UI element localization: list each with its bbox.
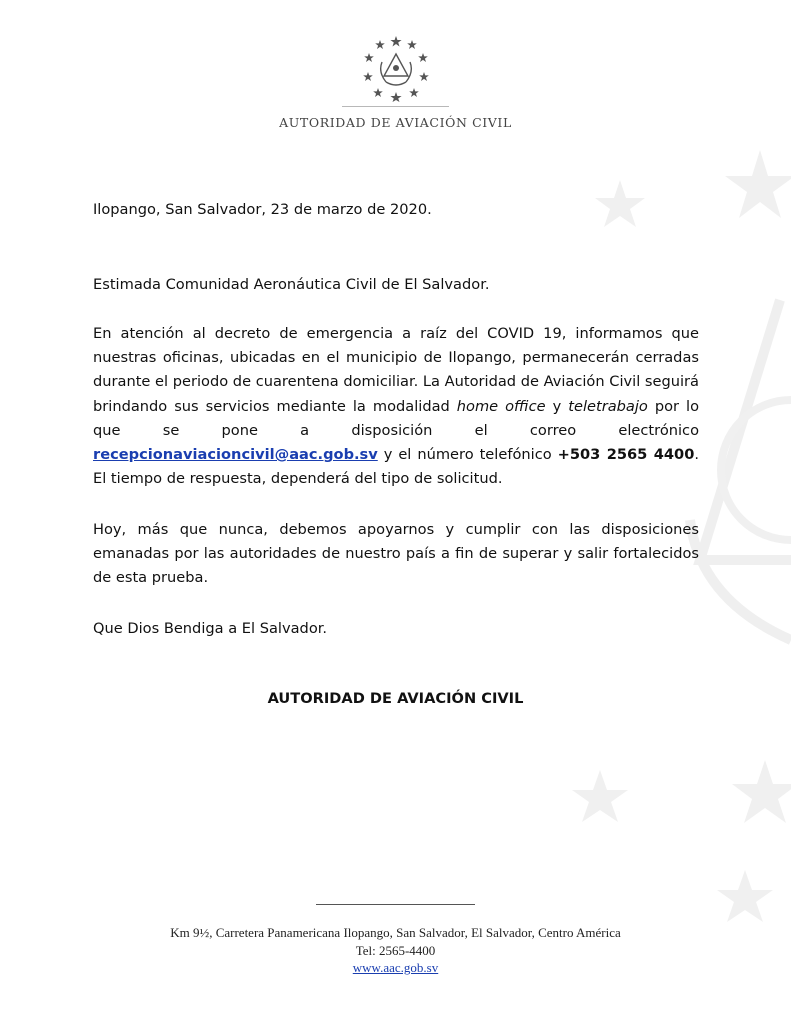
paragraph-text: En atención al decreto de emergencia a raíz del COVID 19, informamos que nuestras oficinas, ubicadas en el municipio de Ilopango, permanecerán cerradas durante el periodo de cuarentena domiciliar. La Autoridad de Aviación Civil seguirá brindando sus servicios mediante la modalidad — [93, 325, 699, 415]
watermark-triangle — [700, 300, 791, 560]
date-line: Ilopango, San Salvador, 23 de marzo de 2020. — [93, 201, 432, 218]
footer-divider — [316, 904, 475, 905]
watermark-star-icon — [732, 760, 791, 823]
paragraph-text: y — [545, 397, 569, 415]
paragraph-text: y el número telefónico — [377, 446, 558, 464]
teletrabajo-term: teletrabajo — [568, 397, 648, 415]
footer-phone: Tel: 2565-4400 — [355, 943, 436, 958]
footer-website-link[interactable]: www.aac.gob.sv — [352, 960, 439, 975]
letterhead-divider — [342, 106, 449, 107]
signature: AUTORIDAD DE AVIACIÓN CIVIL — [267, 690, 524, 707]
paragraph-text: por lo que se pone a disposición el correo electrónico — [93, 397, 699, 439]
watermark-star-icon — [725, 150, 791, 218]
closing-line: Que Dios Bendiga a El Salvador. — [93, 620, 328, 637]
letterhead — [0, 34, 791, 102]
greeting: Estimada Comunidad Aeronáutica Civil de El Salvador. — [93, 276, 490, 293]
watermark-star-icon — [572, 770, 628, 822]
organization-name: AUTORIDAD DE AVIACIÓN CIVIL — [279, 115, 512, 130]
paragraph-appeal: Hoy, más que nunca, debemos apoyarnos y cumplir con las disposiciones emanadas por las autoridades de nuestro país a fin de superar y salir fortalecidos de esta prueba. — [93, 521, 699, 587]
paragraph-announcement — [93, 322, 699, 491]
contact-email-link[interactable]: recepcionaviacioncivil@aac.gob.sv — [93, 446, 378, 464]
el-salvador-coat-of-arms-icon — [362, 34, 430, 102]
home-office-term: home office — [456, 397, 546, 415]
watermark-arc — [690, 520, 791, 640]
watermark-star-icon — [717, 870, 773, 922]
watermark-seal-ring — [721, 400, 791, 540]
footer-address: Km 9½, Carretera Panamericana Ilopango, San Salvador, El Salvador, Centro América — [170, 925, 621, 940]
paragraph-text: . El tiempo de respuesta, dependerá del tipo de solicitud. — [93, 446, 699, 488]
contact-phone: +503 2565 4400 — [557, 446, 695, 464]
